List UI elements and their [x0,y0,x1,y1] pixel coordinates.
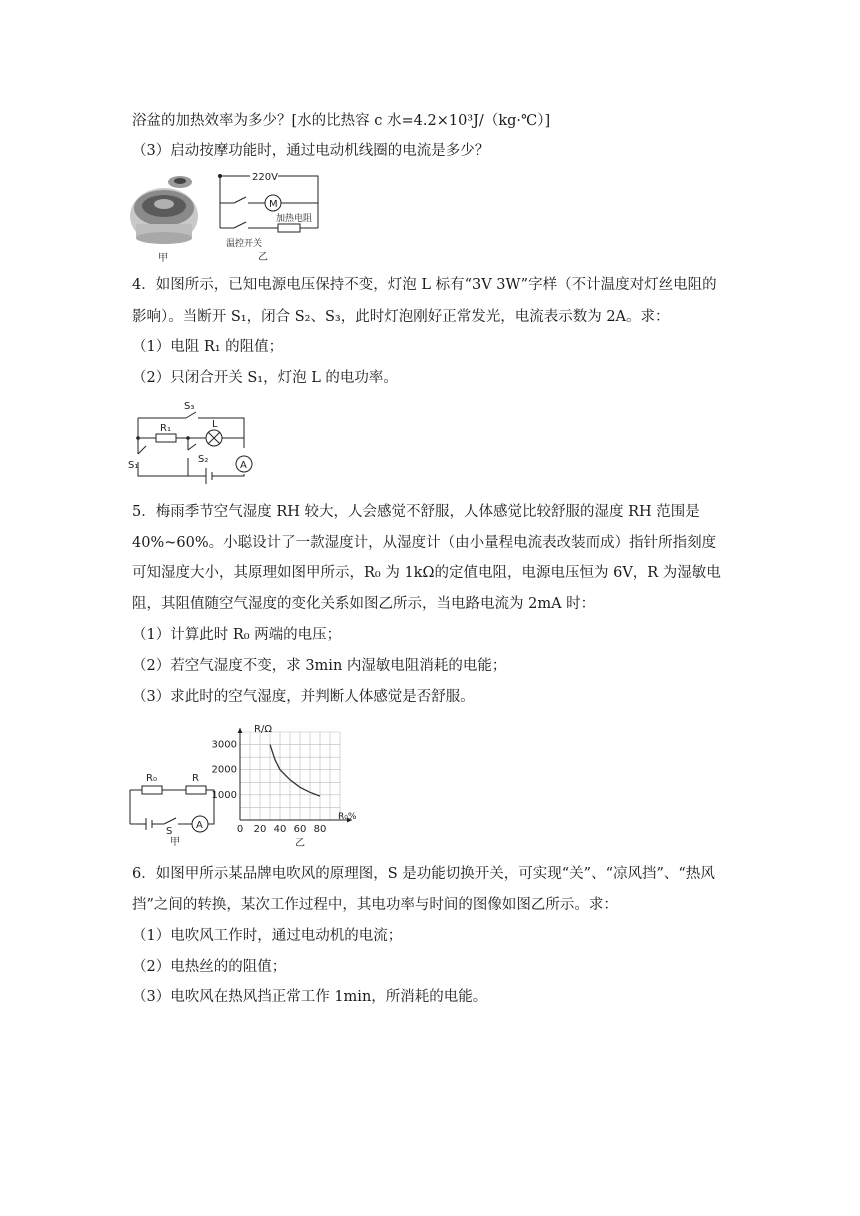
q5-circuit [126,768,226,850]
x-tick-label: 0 [236,824,244,835]
q5-line4: 阻，其阻值随空气湿度的变化关系如图乙所示，当电路电流为 2mA 时： [132,596,596,612]
q4-circuit [126,398,266,490]
x-tick-label: 20 [253,824,267,835]
q6-part1: （1）电吹风工作时，通过电动机的电流； [132,928,403,944]
q5-circuit-label: 甲 [170,837,180,848]
q5-r0-label: R₀ [146,773,157,784]
q4-line2: 影响）。当断开 S₁，闭合 S₂、S₃，此时灯泡刚好正常发光，电流表示数为 2A。求： [132,309,670,325]
q3-label-yi: 乙 [258,252,268,263]
q4-s3-label: S₃ [184,401,195,412]
q6-part3: （3）电吹风在热风挡正常工作 1min，所消耗的电能。 [132,989,488,1005]
y-tick-label: 1000 [211,789,237,801]
chart-ticks [212,740,327,835]
q5-line2: 40%~60%。小聪设计了一款湿度计，从湿度计（由小量程电流表改装而成）指针所指刻度 [132,535,717,551]
q4-part2: （2）只闭合开关 S₁，灯泡 L 的电功率。 [132,370,398,386]
q3-part3: （3）启动按摩功能时，通过电动机线圈的电流是多少？ [132,143,490,159]
q3-figure [128,168,328,266]
humidity-chart [211,720,368,850]
q5-part2: （2）若空气湿度不变，求 3min 内湿敏电阻消耗的电能； [132,658,507,674]
q4-line1: 4．如图所示，已知电源电压保持不变，灯泡 L 标有“3V 3W”字样（不计温度对灯丝电阻的 [132,277,717,293]
q4-s2-label: S₂ [198,454,209,465]
x-tick-label: 60 [293,824,307,835]
chart-ylabel: R/Ω [254,724,272,735]
y-axis-arrow [238,728,243,733]
series-line [270,745,320,797]
q5-s-label: S [166,826,173,837]
q4-ammeter: A [240,460,247,471]
chart-caption: 乙 [295,838,305,849]
y-tick-label: 2000 [211,764,237,776]
q5-part3: （3）求此时的空气湿度，并判断人体感觉是否舒服。 [132,689,475,705]
switch-label: 温控开关 [226,239,263,249]
q5-line1: 5．梅雨季节空气湿度 RH 较大，人会感觉不舒服，人体感觉比较舒服的湿度 RH 范围是 [132,504,700,520]
chart-series [270,745,320,797]
q4-r1-label: R₁ [160,423,171,434]
x-tick-label: 40 [273,824,287,835]
chart-grid [240,732,340,820]
q6-line1: 6．如图甲所示某品牌电吹风的原理图，S 是功能切换开关，可实现“关”、“凉风挡”、“热风 [132,866,715,882]
q5-ammeter: A [196,820,203,831]
chart-axes [238,728,353,823]
q5-line3: 可知湿度大小，其原理如图甲所示，R₀ 为 1kΩ的定值电阻，电源电压恒为 6V，R 为湿敏电 [132,565,721,581]
q5-part1: （1）计算此时 R₀ 两端的电压； [132,627,342,643]
q6-line2: 挡”之间的转换，某次工作过程中，其电功率与时间的图像如图乙所示。求： [132,897,618,913]
q4-s1-label: S₁ [128,460,139,471]
q3-label-jia: 甲 [158,253,168,264]
y-tick-label: 3000 [211,739,237,751]
q5-r-label: R [192,773,199,784]
x-tick-label: 80 [313,824,327,835]
q4-part1: （1）电阻 R₁ 的阻值； [132,339,284,355]
chart-xlabel: R₀% [338,812,357,822]
foot-bath-image [130,176,198,244]
q6-part2: （2）电热丝的的阻值； [132,959,287,975]
q3-efficiency-line: 浴盆的加热效率为多少？[水的比热容 c 水=4.2×10³J/（kg·℃）] [132,113,551,129]
motor-symbol: M [269,199,278,210]
q3-voltage-label: 220V [252,172,278,183]
q4-lamp-label: L [212,419,218,430]
heater-label: 加热电阻 [276,214,313,224]
